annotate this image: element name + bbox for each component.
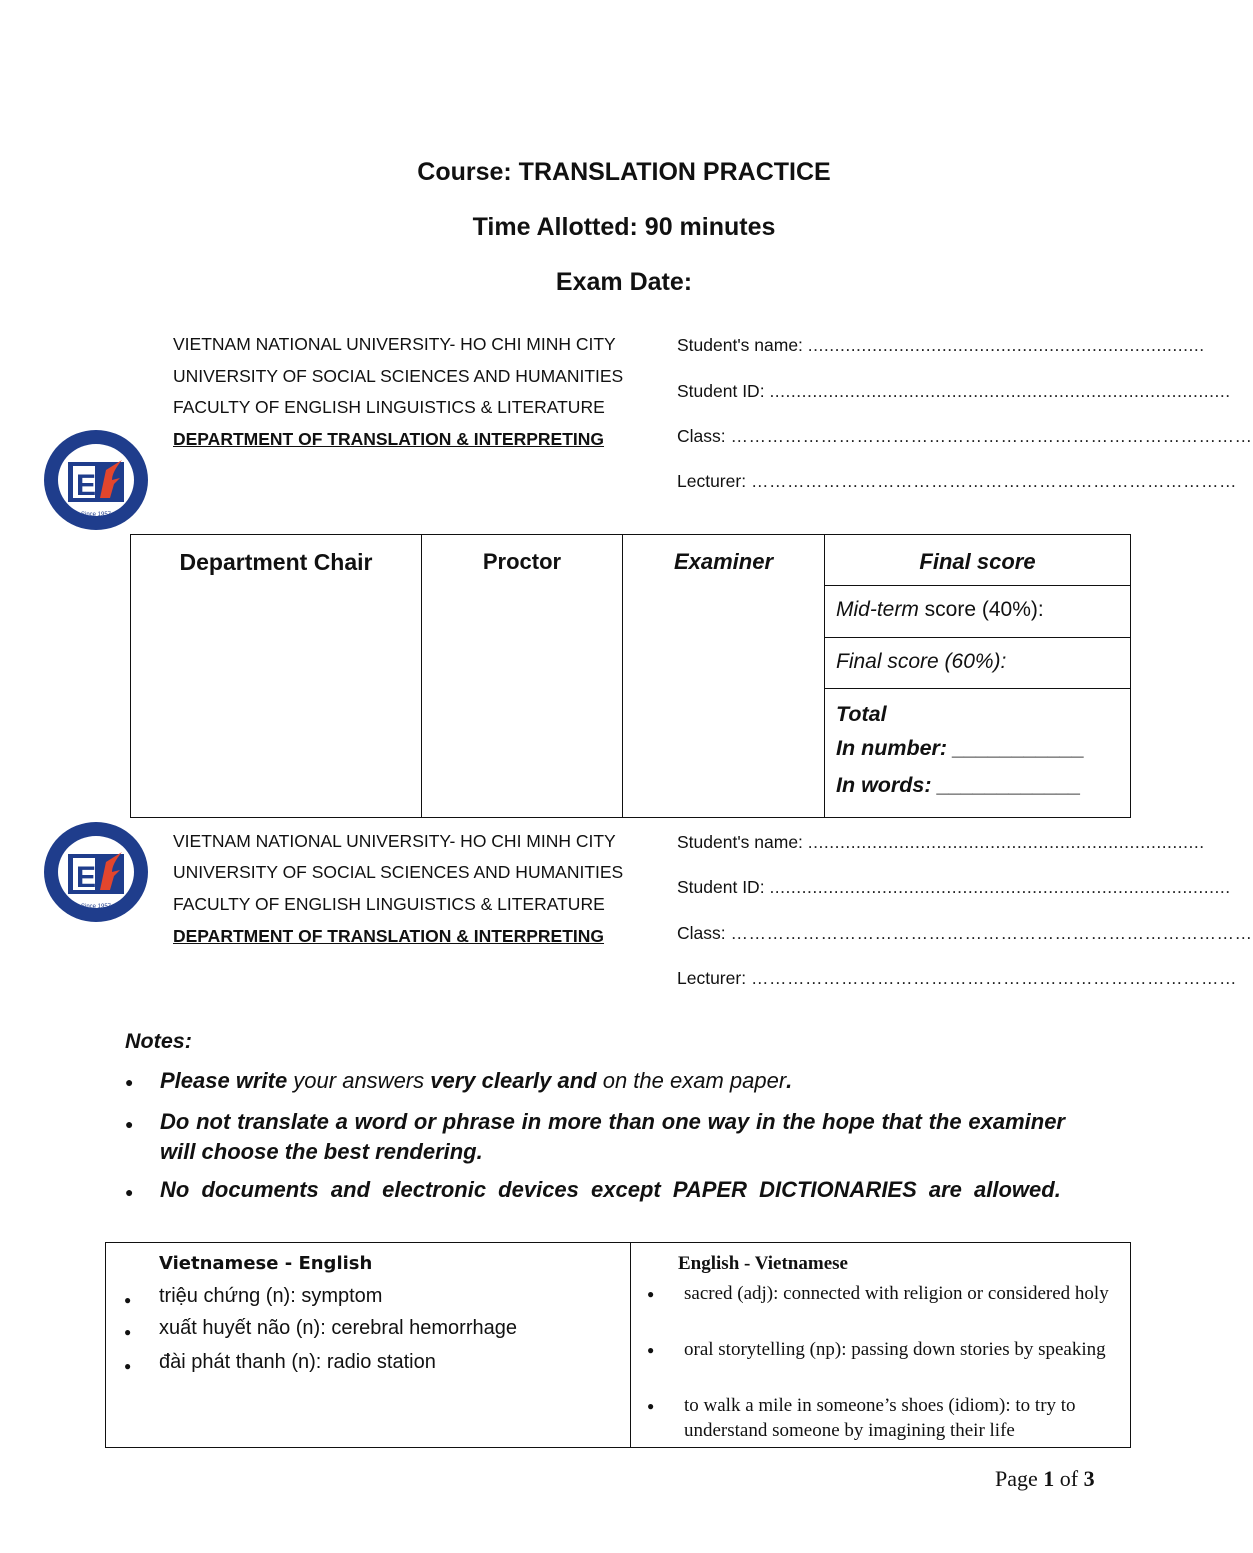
note-bullet-icon: ● <box>125 1074 134 1090</box>
vocabulary-table <box>105 1242 1131 1448</box>
final-score-cell <box>825 535 1131 818</box>
total-score-block[interactable] <box>825 689 1130 805</box>
department-line: DEPARTMENT OF TRANSLATION & INTERPRETING <box>173 429 605 449</box>
svg-text:E: E <box>76 469 97 502</box>
lecturer-label-2: Lecturer: <box>677 968 747 988</box>
student-name-dots-2: .......................................................................... <box>807 832 1205 852</box>
vocab-right-item: to walk a mile in someone’s shoes (idiom): to try to understand someone by imagining their life <box>684 1395 1076 1441</box>
note-1-period: . <box>786 1068 793 1093</box>
svg-text:E: E <box>76 861 97 894</box>
page-word: Page <box>995 1466 1044 1491</box>
note-1 <box>160 1066 1065 1096</box>
vocab-left-item: triệu chứng (n): symptom <box>159 1285 383 1307</box>
university-line-2-repeat: UNIVERSITY OF SOCIAL SCIENCES AND HUMANITIES <box>173 862 624 882</box>
vocab-right-item: oral storytelling (np): passing down stories by speaking <box>684 1339 1106 1360</box>
final-score-row[interactable]: Final score (60%): <box>825 638 1130 689</box>
department-chair-cell <box>131 535 422 818</box>
student-id-field[interactable] <box>677 381 1231 402</box>
faculty-logo <box>42 428 150 532</box>
english-vietnamese-cell <box>631 1243 1131 1448</box>
vocab-bullet-icon: ● <box>124 1325 132 1339</box>
university-line-3-repeat: FACULTY OF ENGLISH LINGUISTICS & LITERATURE <box>173 894 605 914</box>
vocab-bullet-icon: ● <box>124 1359 132 1373</box>
in-words-line: In words: ____________ <box>836 773 1082 797</box>
logo-since-text-2: Since 1957 <box>80 904 112 910</box>
midterm-italic: Mid-term <box>836 598 919 621</box>
note-1-regular-b: your answers <box>287 1068 431 1093</box>
proctor-cell <box>422 535 623 818</box>
class-field-2[interactable] <box>677 923 1253 944</box>
final-score-header <box>825 535 1130 586</box>
university-line-1-repeat: VIETNAM NATIONAL UNIVERSITY- HO CHI MINH CITY <box>173 831 616 851</box>
final-score-heading: Final score <box>919 549 1036 574</box>
examiner-heading: Examiner <box>673 549 774 574</box>
student-id-label-2: Student ID: <box>677 877 765 897</box>
student-id-dots-2: ...................................................................................... <box>769 877 1231 897</box>
vocab-left-item: đài phát thanh (n): radio station <box>159 1351 436 1373</box>
note-1-bold-c: very clearly and <box>430 1068 597 1093</box>
page-number <box>995 1466 1095 1492</box>
vocab-right-item: sacred (adj): connected with religion or considered holy <box>684 1283 1109 1304</box>
of-word: of <box>1054 1466 1084 1491</box>
note-1-bold-a: Please write <box>160 1068 288 1093</box>
course-title: Course: TRANSLATION PRACTICE <box>417 158 831 186</box>
student-id-field-2[interactable] <box>677 877 1231 898</box>
student-id-dots: ...................................................................................... <box>769 381 1231 401</box>
vietnamese-english-heading: Vietnamese - English <box>159 1253 373 1274</box>
student-name-label-2: Student's name: <box>677 832 803 852</box>
class-label-2: Class: <box>677 923 726 943</box>
examiner-cell <box>623 535 825 818</box>
logo-since-text: Since 1957 <box>80 512 112 518</box>
vocab-bullet-icon: ● <box>124 1293 132 1307</box>
note-3: No documents and electronic devices except PAPER DICTIONARIES are allowed. <box>160 1177 1061 1202</box>
total-label: Total <box>836 702 887 726</box>
proctor-heading: Proctor <box>482 549 562 574</box>
vocab-bullet-icon: ● <box>647 1343 655 1357</box>
vocab-bullet-icon: ● <box>647 1287 655 1301</box>
note-bullet-icon: ● <box>125 1116 134 1132</box>
department-chair-heading: Department Chair <box>179 549 373 575</box>
note-1-regular-d: on the exam paper <box>596 1068 787 1093</box>
lecturer-field-2[interactable] <box>677 968 1237 989</box>
english-vietnamese-heading: English - Vietnamese <box>678 1253 848 1274</box>
midterm-score-row[interactable] <box>825 586 1130 638</box>
lecturer-label: Lecturer: <box>677 471 747 491</box>
university-line-3: FACULTY OF ENGLISH LINGUISTICS & LITERATURE <box>173 397 605 417</box>
vietnamese-english-cell <box>106 1243 631 1448</box>
student-name-field-2[interactable] <box>677 832 1205 853</box>
midterm-rest: score (40%): <box>918 598 1044 621</box>
student-name-label: Student's name: <box>677 335 803 355</box>
student-name-dots: .......................................................................... <box>807 335 1205 355</box>
student-id-label: Student ID: <box>677 381 765 401</box>
lecturer-dots-2: ……………………………………………………………………… <box>750 968 1237 988</box>
lecturer-field[interactable] <box>677 471 1237 492</box>
vocab-left-item: xuất huyết não (n): cerebral hemorrhage <box>159 1317 517 1339</box>
notes-title: Notes: <box>125 1029 192 1053</box>
university-line-1: VIETNAM NATIONAL UNIVERSITY- HO CHI MINH CITY <box>173 334 616 354</box>
time-allotted: Time Allotted: 90 minutes <box>472 213 776 241</box>
signature-score-table <box>130 534 1131 818</box>
total-pages: 3 <box>1083 1466 1095 1491</box>
in-number-line: In number: ___________ <box>836 736 1085 760</box>
note-2: Do not translate a word or phrase in more than one way in the hope that the examiner will choose the best rendering. <box>160 1109 1065 1164</box>
department-line-repeat: DEPARTMENT OF TRANSLATION & INTERPRETING <box>173 926 605 946</box>
vocab-bullet-icon: ● <box>647 1399 655 1413</box>
class-dots-2: …………………………………………………………………………… <box>730 923 1253 943</box>
lecturer-dots: ……………………………………………………………………… <box>750 471 1237 491</box>
university-line-2: UNIVERSITY OF SOCIAL SCIENCES AND HUMANITIES <box>173 366 624 386</box>
exam-date: Exam Date: <box>555 268 693 296</box>
current-page: 1 <box>1043 1466 1055 1491</box>
class-label: Class: <box>677 426 726 446</box>
faculty-logo-2 <box>42 820 150 924</box>
student-name-field[interactable] <box>677 335 1205 356</box>
class-field[interactable] <box>677 426 1253 447</box>
note-bullet-icon: ● <box>125 1184 134 1200</box>
class-dots: …………………………………………………………………………… <box>730 426 1253 446</box>
